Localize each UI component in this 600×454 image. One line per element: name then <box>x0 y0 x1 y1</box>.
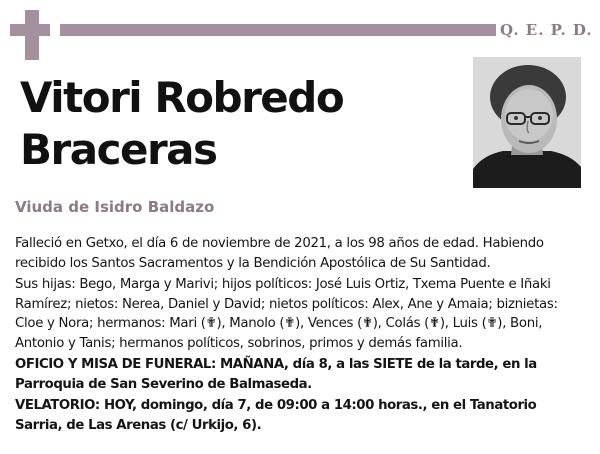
name-line-1: Vitori Robredo <box>20 73 344 122</box>
name-line-2: Braceras <box>20 125 217 174</box>
qepd-label: Q. E. P. D. <box>500 21 593 39</box>
paragraph-family: Sus hijas: Bego, Marga y Marivi; hijos políticos: José Luis Ortiz, Txema Puente e Iñaki Ramírez; nietos: Nerea, Daniel y David; nietos políticos: Alex, Ane y Amaia; biznietas: Cloe y Nora; hermanos: Mari (✟), Manolo (✟), Vences (✟), Colás (✟), Luis (✟), Boni, Antonio y Tanis; hermanos políticos, sobrinos, primos y demás familia. <box>15 277 558 351</box>
header-rule <box>60 24 496 36</box>
paragraph-funeral: OFICIO Y MISA DE FUNERAL: MAÑANA, día 8, a las SIETE de la tarde, en la Parroquia de San Severino de Balmaseda. <box>15 357 537 392</box>
deceased-portrait <box>473 57 581 188</box>
obituary-body <box>15 234 587 437</box>
paragraph-death-notice: Falleció en Getxo, el día 6 de noviembre de 2021, a los 98 años de edad. Habiendo recibido los Santos Sacramentos y la Bendición Apostólica de Su Santidad. <box>15 236 544 271</box>
cross-icon-horizontal <box>10 24 50 36</box>
deceased-subtitle: Viuda de Isidro Baldazo <box>15 198 215 216</box>
deceased-name <box>20 72 450 176</box>
paragraph-wake: VELATORIO: HOY, domingo, día 7, de 09:00 a 14:00 horas., en el Tanatorio Sarria, de Las Arenas (c/ Urkijo, 6). <box>15 398 537 433</box>
portrait-image <box>473 57 581 188</box>
